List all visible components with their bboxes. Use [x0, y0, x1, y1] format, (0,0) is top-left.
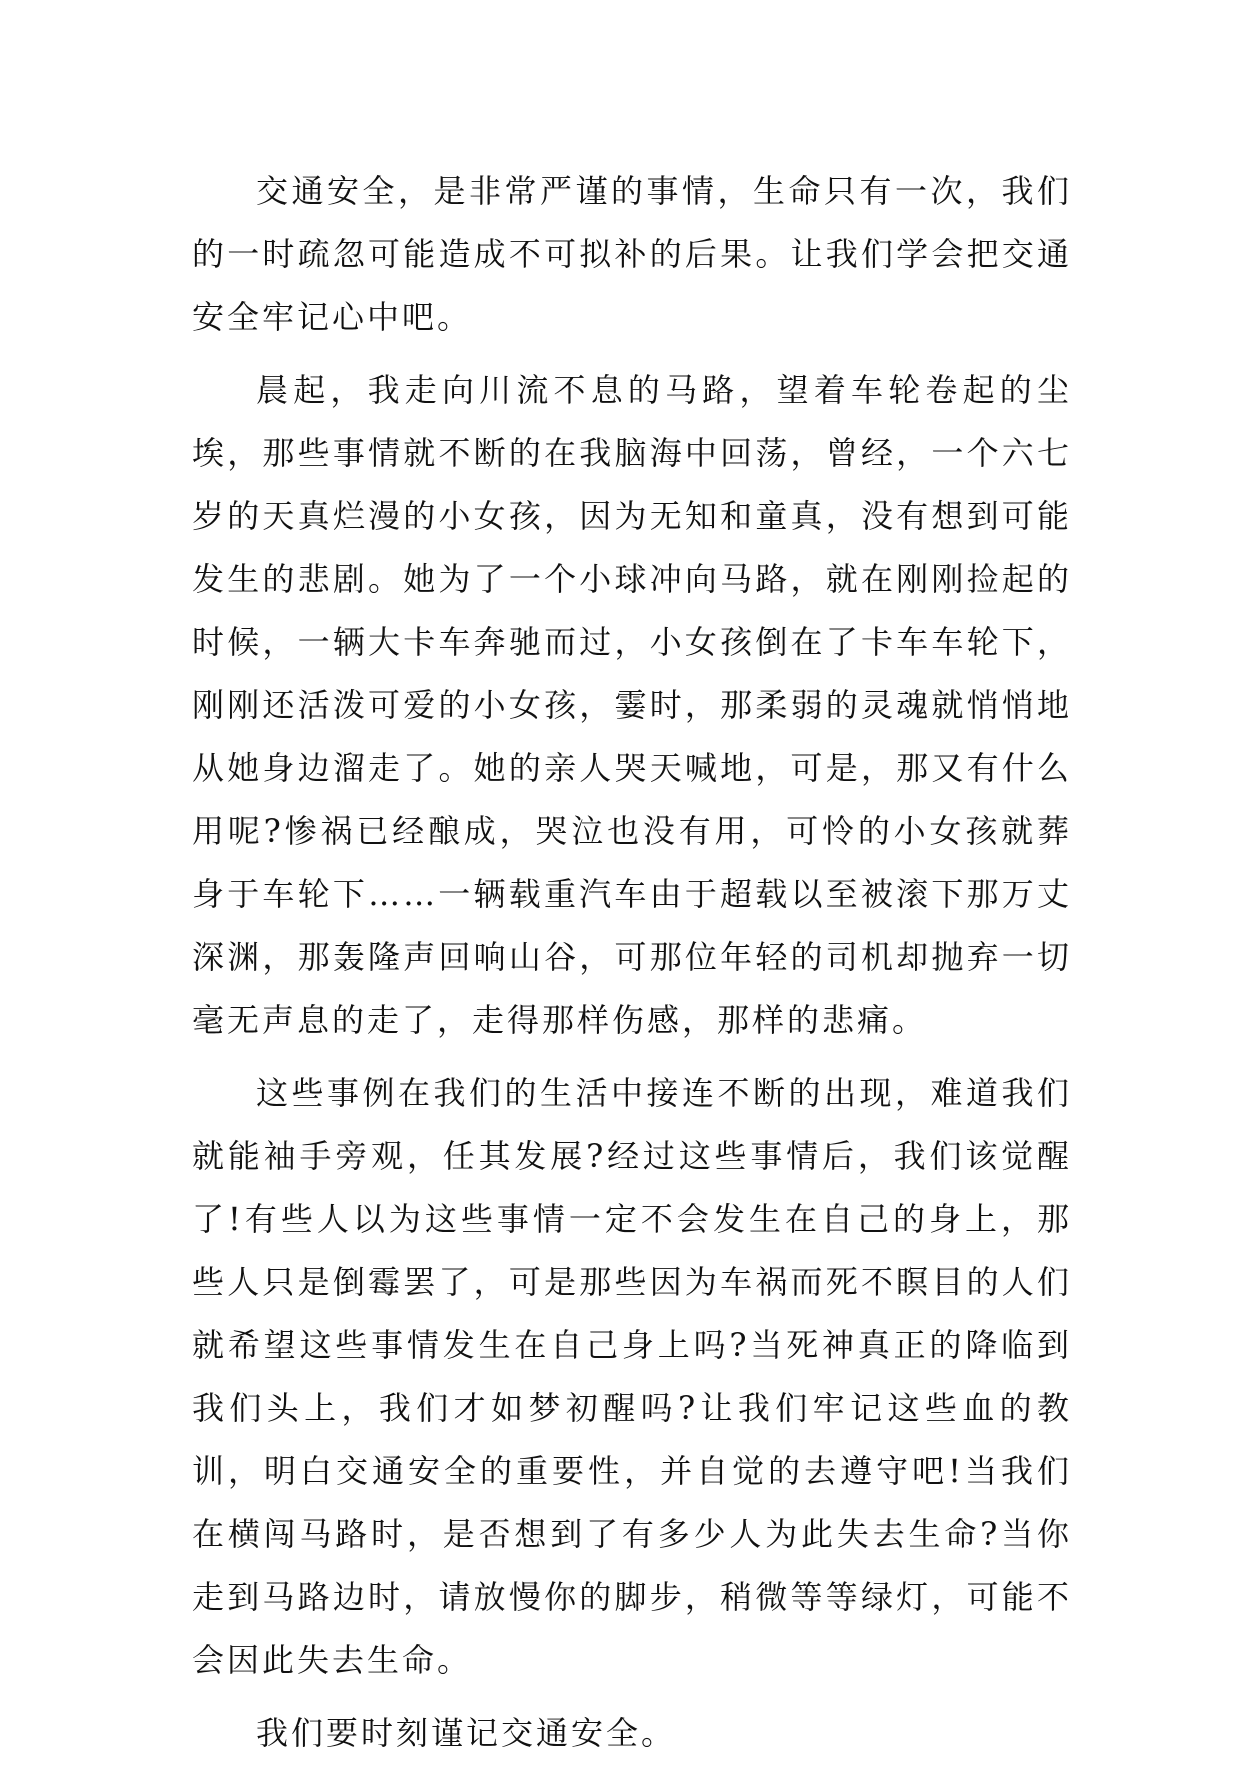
paragraph-intro: 交通安全，是非常严谨的事情，生命只有一次，我们的一时疏忽可能造成不可拟补的后果。让我们学会把交通安全牢记心中吧。 [192, 172, 1072, 336]
paragraph-conclusion: 我们要时刻谨记交通安全。 [256, 1714, 677, 1752]
paragraph-reflection: 这些事例在我们的生活中接连不断的出现，难道我们就能袖手旁观，任其发展?经过这些事情后，我们该觉醒了!有些人以为这些事情一定不会发生在自己的身上，那些人只是倒霉罢了，可是那些因为车祸而死不瞑目的人们就希望这些事情发生在自己身上吗?当死神真正的降临到我们头上，我们才如梦初醒吗?让我们牢记这些血的教训，明白交通安全的重要性，并自觉的去遵守吧!当我们在横闯马路时，是否想到了有多少人为此失去生命?当你走到马路边时，请放慢你的脚步，稍微等等绿灯，可能不会因此失去生命。 [192, 1074, 1072, 1679]
document-body [192, 160, 1072, 1775]
paragraph-story: 晨起，我走向川流不息的马路，望着车轮卷起的尘埃，那些事情就不断的在我脑海中回荡，曾经，一个六七岁的天真烂漫的小女孩，因为无知和童真，没有想到可能发生的悲剧。她为了一个小球冲向马路，就在刚刚捡起的时候，一辆大卡车奔驰而过，小女孩倒在了卡车车轮下，刚刚还活泼可爱的小女孩，霎时，那柔弱的灵魂就悄悄地从她身边溜走了。她的亲人哭天喊地，可是，那又有什么用呢?惨祸已经酿成，哭泣也没有用，可怜的小女孩就葬身于车轮下……一辆载重汽车由于超载以至被滚下那万丈深渊，那轰隆声回响山谷，可那位年轻的司机却抛弃一切毫无声息的走了，走得那样伤感，那样的悲痛。 [192, 371, 1072, 1039]
